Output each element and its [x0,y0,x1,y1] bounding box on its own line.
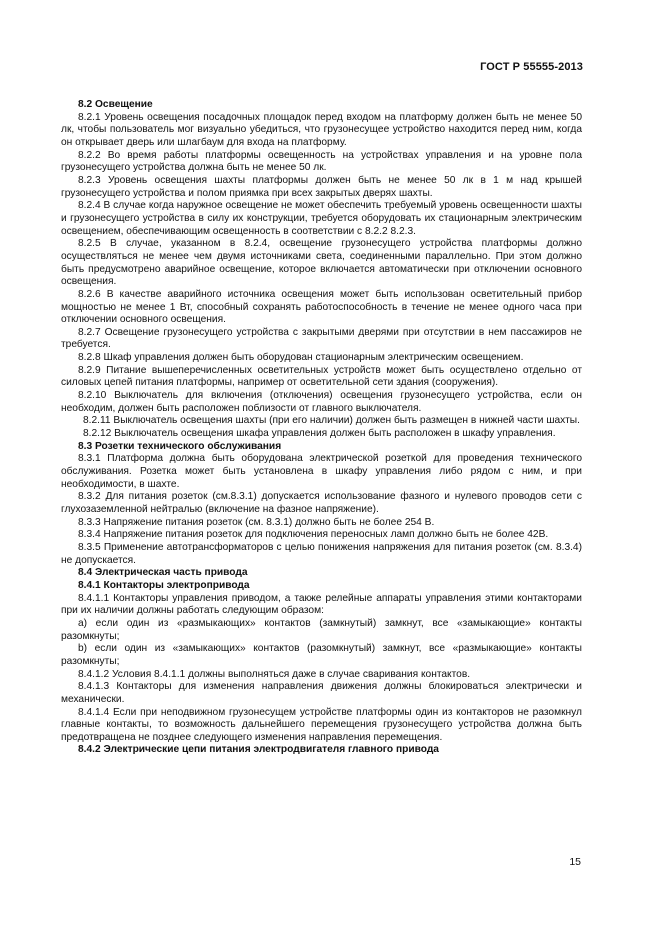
section-heading: 8.4 Электрическая часть привода [78,567,248,579]
paragraph: 8.2.10 Выключатель для включения (отключения) освещения грузонесущего устройства, если он необходим, должен быть расположен поблизости от главного выключателя. [61,390,582,414]
paragraph: 8.4.1.4 Если при неподвижном грузонесущем устройстве платформы один из контакторов не разомкнул главные контакты, то возможность дальнейшего перемещения грузонесущего устройства должна быть предотвращена не позднее следующего изменения направления перемещения. [61,706,582,743]
paragraph: а) если один из «размыкающих» контактов (замкнутый) замкнут, все «замыкающие» контакты разомкнуты; [61,617,582,642]
section-heading: 8.4.1 Контакторы электропривода [78,579,250,591]
section-heading: 8.2 Освещение [78,99,153,110]
paragraph: 8.4.1.1 Контакторы управления приводом, а также релейные аппараты управления этими контакторами при их наличии должны работать следующим образом: [61,592,582,617]
paragraph: 8.2.8 Шкаф управления должен быть оборудован стационарным электрическим освещением. [78,352,524,364]
paragraph: 8.2.12 Выключатель освещения шкафа управления должен быть расположен в шкафу управления. [83,428,556,440]
paragraph: 8.2.9 Питание вышеперечисленных осветительных устройств может быть осуществлено отдельно от силовых цепей питания платформы, например от осветительной сети здания (сооружения). [61,364,582,389]
paragraph: 8.2.2 Во время работы платформы освещенность на устройствах управления и на уровне пола грузонесущего устройства должна быть не менее 50 лк. [61,149,582,174]
paragraph: 8.3.1 Платформа должна быть оборудована электрической розеткой для проведения технического обслуживания. Розетка может быть установлена в шкафу управления либо рядом с ним, и при необходимости, в шахте. [61,453,582,490]
paragraph: 8.2.6 В качестве аварийного источника освещения может быть использован осветительный прибор мощностью не менее 1 Вт, способный сохранять работоспособность в течение не менее одного часа при отключении основного освещения. [61,288,582,326]
paragraph: 8.3.2 Для питания розеток (см.8.3.1) допускается использование фазного и нулевого проводов сети с глухозаземленной нейтралью (включение на фазное напряжение). [61,491,582,515]
document-code: ГОСТ Р 55555-2013 [480,61,583,73]
paragraph: 8.2.5 В случае, указанном в 8.2.4, освещение грузонесущего устройства платформы должно осуществляться не менее чем двумя источниками света, соединенными параллельно. При этом должно быть предусмотрено аварийное освещение, которое включается автоматически при отключении основного освещения. [61,238,582,288]
paragraph: b) если один из «замыкающих» контактов (разомкнутый) замкнут, все «размыкающие» контакты разомкнуты; [61,643,582,667]
page-number: 15 [569,856,581,868]
section-heading: 8.3 Розетки технического обслуживания [78,440,282,452]
document-body [61,99,582,757]
paragraph: 8.3.3 Напряжение питания розеток (см. 8.3.1) должно быть не более 254 В. [78,516,435,528]
paragraph: 8.2.3 Уровень освещения шахты платформы должен быть не менее 50 лк в 1 м над крышей грузонесущего устройства и полом приямка при всех закрытых дверях шахты. [61,174,582,199]
paragraph: 8.3.5 Применение автотрансформаторов с целью понижения напряжения для питания розеток (см. 8.3.4) не допускается. [61,541,582,566]
paragraph: 8.2.7 Освещение грузонесущего устройства с закрытыми дверями при отсутствии в нем пассажиров не требуется. [61,326,582,351]
paragraph: 8.4.1.3 Контакторы для изменения направления движения должны блокироваться электрически и механически. [61,681,582,705]
paragraph: 8.2.1 Уровень освещения посадочных площадок перед входом на платформу должен быть не менее 50 лк, чтобы пользователь мог визуально убедиться, что грузонесущее устройство находится перед ним, когда он открывает дверь или шлагбаум для входа на платформу. [61,111,582,148]
paragraph: 8.3.4 Напряжение питания розеток для подключения переносных ламп должно быть не более 42В. [78,529,549,541]
section-heading: 8.4.2 Электрические цепи питания электродвигателя главного привода [78,744,439,756]
paragraph: 8.4.1.2 Условия 8.4.1.1 должны выполняться даже в случае сваривания контактов. [78,668,471,680]
paragraph: 8.2.4 В случае когда наружное освещение не может обеспечить требуемый уровень освещенности шахты и грузонесущего устройства в силу их конструкции, требуется оборудовать их стационарным электрическим освещением, обеспечивающим освещенность в соответствии с 8.2.2 8.2.3. [61,200,582,237]
paragraph: 8.2.11 Выключатель освещения шахты (при его наличии) должен быть размещен в нижней части шахты. [83,415,580,427]
